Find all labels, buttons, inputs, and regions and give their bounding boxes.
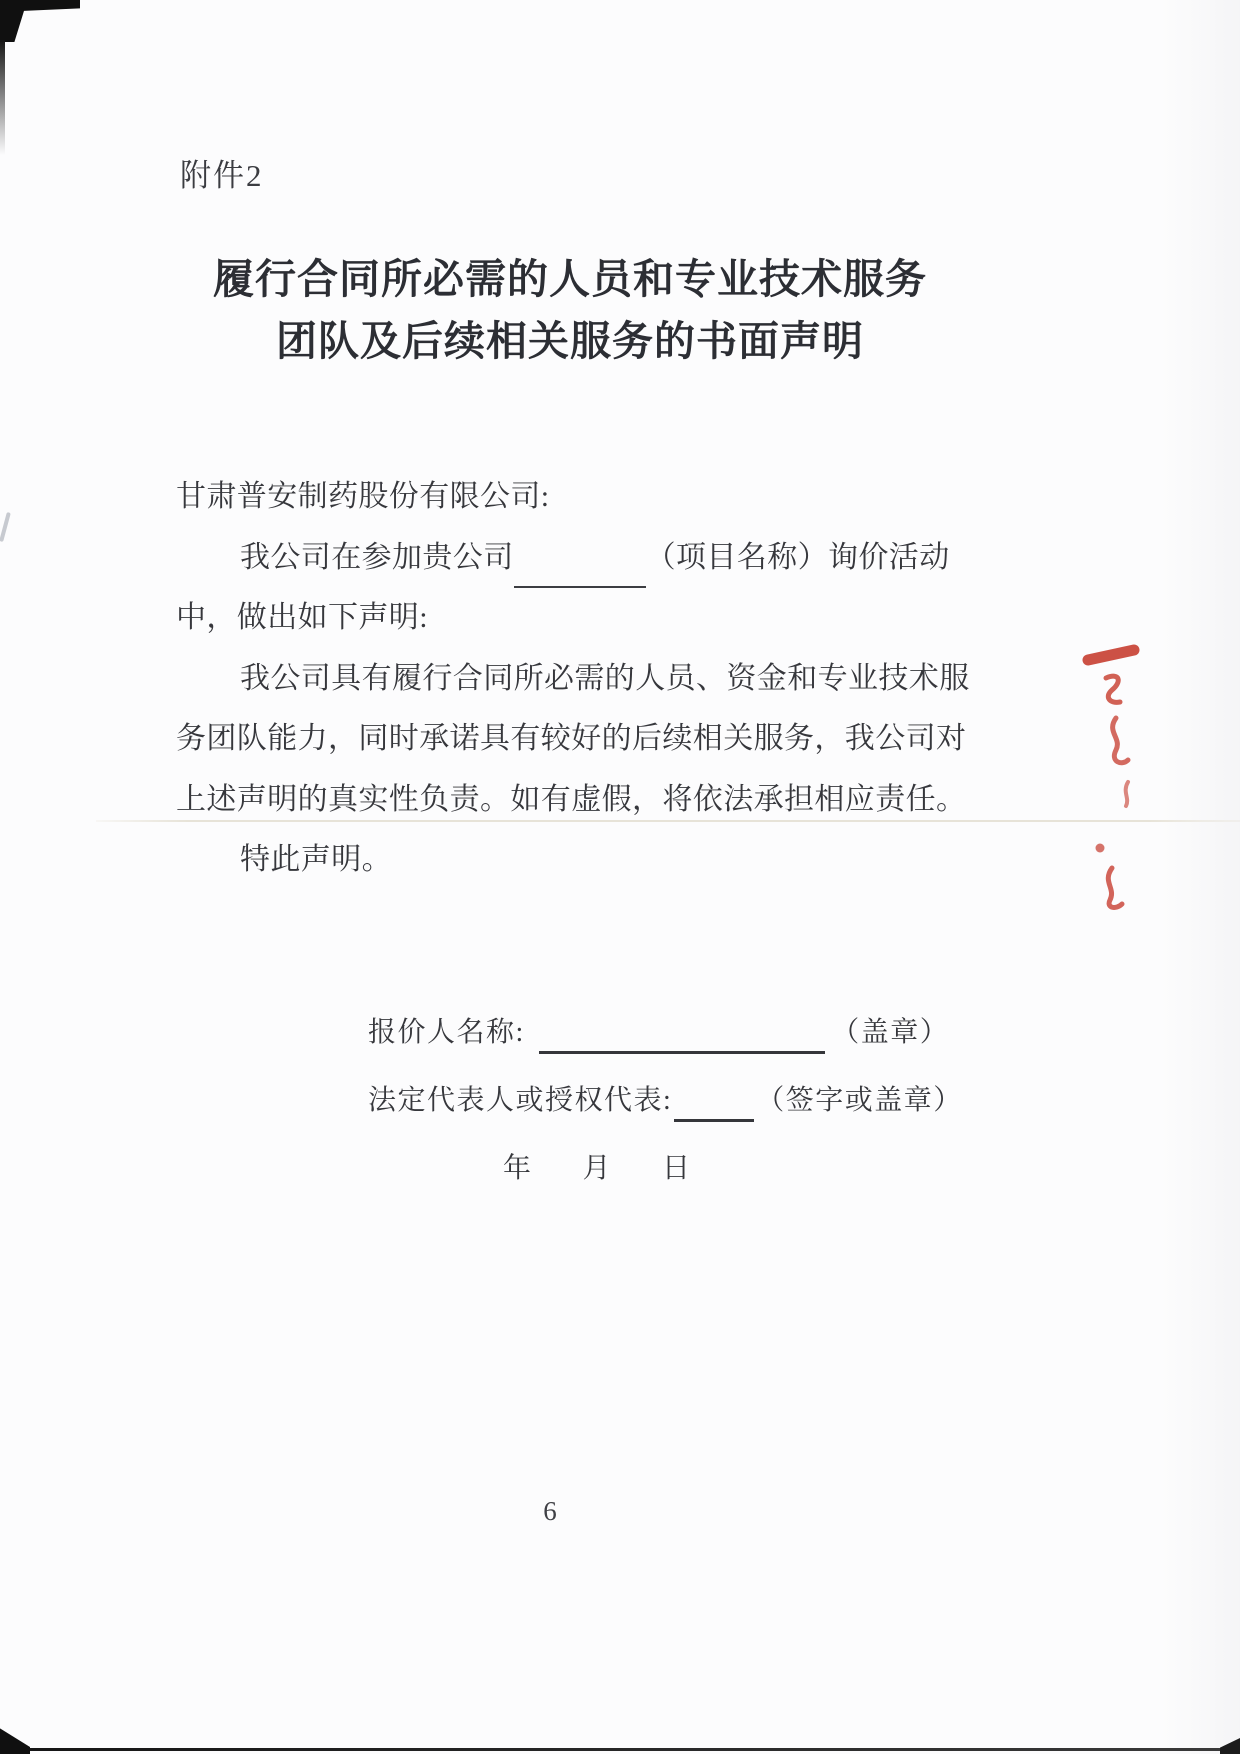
scan-corner-artifact-top-left (0, 0, 80, 42)
para1-prefix: 我公司在参加贵公司 (240, 540, 514, 574)
bidder-name-label: 报价人名称: (368, 1017, 525, 1048)
paragraph-line: 务团队能力，同时承诺具有较好的后续相关服务，我公司对 (176, 722, 967, 755)
representative-label: 法定代表人或授权代表: (368, 1085, 673, 1116)
scan-edge-artifact-left (0, 40, 5, 155)
representative-blank (674, 1083, 754, 1122)
date-line (368, 1148, 1008, 1190)
salutation-line: 甘肃普安制药股份有限公司: (176, 480, 550, 513)
sign-or-seal-note: （签字或盖章） (756, 1085, 963, 1116)
paragraph-line: 我公司具有履行合同所必需的人员、资金和专业技术服 (240, 661, 970, 695)
attachment-label: 附件2 (180, 158, 264, 193)
document-title-line2: 团队及后续相关服务的书面声明 (276, 318, 864, 364)
signature-block (368, 1012, 1008, 1216)
scan-shadow-right (1160, 0, 1240, 1754)
closing-line: 特此声明。 (240, 843, 392, 876)
bidder-name-blank (539, 1015, 825, 1054)
page-number: 6 (543, 1496, 557, 1526)
year-label: 年 (503, 1153, 533, 1184)
scan-smudge-left (0, 512, 11, 542)
paragraph-line (176, 528, 968, 589)
para1-suffix: （项目名称）询价活动 (645, 540, 950, 574)
document-title-line1: 履行合同所必需的人员和专业技术服务 (213, 256, 927, 302)
scan-corner-artifact-bottom-left (0, 1722, 30, 1754)
project-name-blank (514, 546, 646, 588)
representative-line (368, 1080, 1008, 1122)
seal-note: （盖章） (831, 1017, 950, 1048)
scan-edge-artifact-bottom (10, 1748, 1240, 1751)
bidder-name-line (368, 1012, 1008, 1054)
document-body (176, 467, 968, 891)
document-title (120, 248, 1020, 372)
day-label: 日 (662, 1153, 692, 1184)
month-label: 月 (582, 1153, 613, 1184)
paragraph-line: 中，做出如下声明: (176, 601, 428, 634)
paragraph-line: 上述声明的真实性负责。如有虚假，将依法承担相应责任。 (176, 782, 967, 816)
red-seal-fragment (1076, 642, 1140, 912)
